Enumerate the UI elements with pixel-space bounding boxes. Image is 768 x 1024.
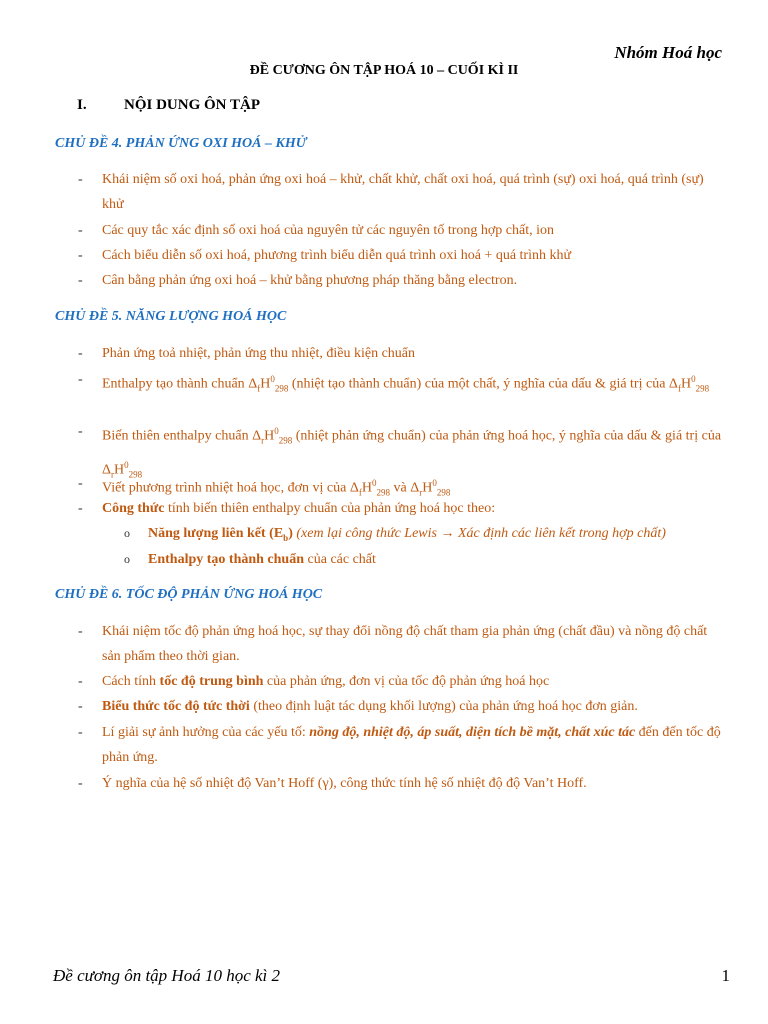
topic-4-title: CHỦ ĐỀ 4. PHẢN ỨNG OXI HOÁ – KHỬ (55, 136, 307, 151)
circle-bullet: o (124, 526, 130, 540)
dash-bullet: - (78, 346, 83, 361)
item-text: Viết phương trình nhiệt hoá học, đơn vị của $\Delta_fH^0_{298}$ và $\Delta_rH^0_{298}$ (102, 478, 451, 498)
dash-bullet: - (78, 699, 83, 714)
dash-bullet: - (78, 776, 83, 791)
item-text: Phản ứng toả nhiệt, phản ứng thu nhiệt, điều kiện chuẩn (102, 346, 416, 361)
section-title: NỘI DUNG ÔN TẬP (124, 97, 260, 113)
item-text: Khái niệm số oxi hoá, phản ứng oxi hoá – khử, chất khử, chất oxi hoá, quá trình (sự) oxi hoá, quá trình (sự) khử (102, 172, 704, 212)
item-text: Biểu thức tốc độ tức thời (theo định luật tác dụng khối lượng) của phản ứng hoá học đơn giản. (102, 699, 638, 714)
document-title: ĐỀ CƯƠNG ÔN TẬP HOÁ 10 – CUỐI KÌ II (249, 63, 519, 78)
dash-bullet: - (78, 223, 83, 238)
topic-5-title: CHỦ ĐỀ 5. NĂNG LƯỢNG HOÁ HỌC (55, 309, 287, 324)
list-item (78, 419, 728, 480)
dash-bullet: - (78, 273, 83, 288)
item-text: Các quy tắc xác định số oxi hoá của nguyên tử các nguyên tố trong hợp chất, ion (102, 223, 554, 238)
topic-6-title: CHỦ ĐỀ 6. TỐC ĐỘ PHẢN ỨNG HOÁ HỌC (55, 587, 323, 602)
footer-title: Đề cương ôn tập Hoá 10 học kì 2 (53, 966, 281, 985)
dash-bullet: - (78, 248, 83, 263)
dash-bullet: - (78, 424, 83, 439)
list-item (78, 720, 728, 770)
dash-bullet: - (78, 674, 83, 689)
dash-bullet: - (78, 501, 83, 516)
page-number: 1 (721, 966, 730, 985)
list-item (78, 619, 728, 669)
sub-item-text: Năng lượng liên kết $(E_b)$ (xem lại công thức Lewis → Xác định các liên kết trong hợp chất) (148, 526, 666, 543)
item-text: Lí giải sự ảnh hưởng của các yếu tố: nồng độ, nhiệt độ, áp suất, diện tích bề mặt, chất xúc tác đến đến tốc độ phản ứng. (102, 725, 721, 765)
list-item (78, 367, 728, 417)
group-label: Nhóm Hoá học (614, 43, 722, 62)
item-text: Biến thiên enthalpy chuẩn $\Delta_rH^0_{298}$ (nhiệt phản ứng chuẩn) của phản ứng hoá học, ý nghĩa của dấu & giá trị của $\Delta_rH^0_{298}$ (102, 426, 722, 480)
item-text: Enthalpy tạo thành chuẩn $\Delta_fH^0_{298}$ (nhiệt tạo thành chuẩn) của một chất, ý nghĩa của dấu & giá trị của $\Delta_fH^0_{298}$ (102, 374, 710, 394)
item-text: Công thức tính biến thiên enthalpy chuẩn của phản ứng hoá học theo: (102, 501, 496, 516)
item-text: Cách biểu diễn số oxi hoá, phương trình biểu diễn quá trình oxi hoá + quá trình khử (102, 248, 572, 263)
circle-bullet: o (124, 552, 130, 566)
section-number: I. (77, 97, 87, 113)
dash-bullet: - (78, 624, 83, 639)
list-item (78, 167, 728, 217)
item-text: Cân bằng phản ứng oxi hoá – khử bằng phương pháp thăng bằng electron. (102, 273, 518, 288)
dash-bullet: - (78, 372, 83, 387)
item-text: Cách tính tốc độ trung bình của phản ứng, đơn vị của tốc độ phản ứng hoá học (102, 674, 550, 689)
item-text: Ý nghĩa của hệ số nhiệt độ Van’t Hoff (γ), công thức tính hệ số nhiệt độ độ Van’t Hoff. (102, 776, 587, 791)
dash-bullet: - (78, 725, 83, 740)
sub-item-text: Enthalpy tạo thành chuẩn của các chất (148, 552, 376, 567)
dash-bullet: - (78, 476, 83, 491)
item-text: Khái niệm tốc độ phản ứng hoá học, sự thay đổi nồng độ chất tham gia phản ứng (chất đầu) và nồng độ chất sản phẩm theo thời gian. (102, 624, 708, 664)
dash-bullet: - (78, 172, 83, 187)
